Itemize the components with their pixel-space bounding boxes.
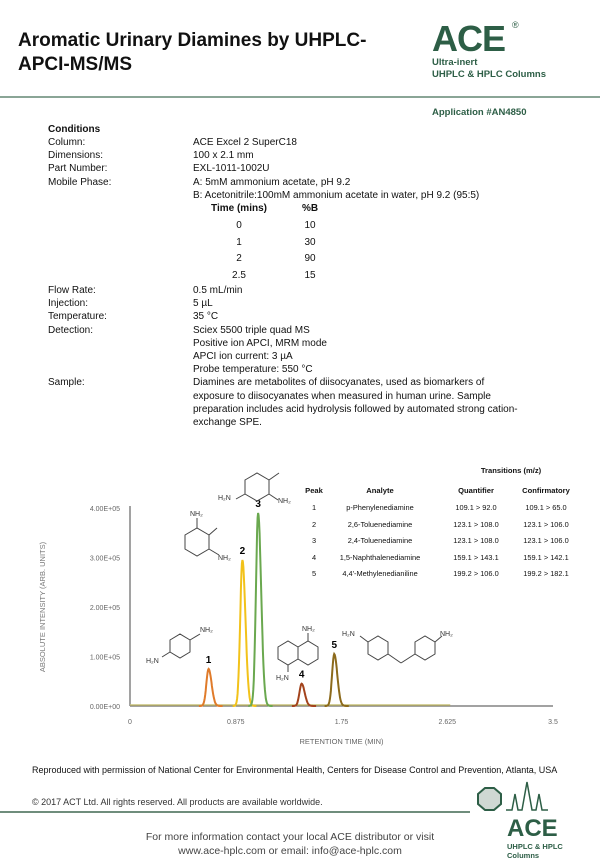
condition-value: ACE Excel 2 SuperC18 [193,137,297,148]
footer-divider [0,811,470,813]
table-cell: 123.1 > 108.0 [453,536,499,546]
condition-value: 100 x 2.1 mm [193,150,254,162]
condition-value: EXL-1011-1002U [193,163,270,175]
gradient-cell: 2.5 [232,269,246,281]
table-cell: 1,5-Naphthalenediamine [339,552,421,562]
x-tick-label: 3.5 [548,719,558,726]
amine-label: NH₂ [440,631,453,638]
condition-value: 35 °C [193,311,219,323]
gradient-cell: 10 [304,220,316,231]
table-header: Analyte [366,486,394,495]
table-cell: 5 [311,569,317,579]
peak-label: 2 [239,545,246,557]
x-tick-label: 0 [128,719,132,726]
y-tick-label: 4.00E+05 [89,506,120,513]
gradient-cell: 30 [304,236,316,248]
table-cell: 159.1 > 143.1 [453,552,499,562]
structure-1-5-naphthalenediamine [278,633,318,672]
table-cell: 2,4-Toluenediamine [347,536,413,546]
table-cell: 1 [311,503,317,512]
column-logo-icon [470,780,550,818]
x-tick-label: 1.75 [334,719,349,726]
amine-label: H₂N [276,675,289,682]
gradient-cell: 2 [236,253,242,264]
amine-label: NH₂ [218,555,231,562]
condition-label: Sample: [48,377,85,389]
condition-value: Sciex 5500 triple quad MS [193,324,310,336]
condition-value: 0.5 mL/min [193,285,243,296]
condition-label: Temperature: [48,311,107,323]
table-cell: 2 [311,519,317,529]
title-line: Aromatic Urinary Diamines by UHPLC- [18,30,367,51]
application-number: Application #AN4850 [432,107,527,118]
amine-label: NH₂ [302,626,315,633]
gradient-cell: 1 [236,236,242,248]
table-cell: 123.1 > 106.0 [523,536,569,546]
copyright-text: © 2017 ACT Ltd. All rights reserved. All products are available worldwide. [32,797,323,807]
condition-label: Injection: [48,298,89,310]
conditions-heading: Conditions [48,124,101,135]
amine-label: H₂N [342,631,355,638]
condition-value: Positive ion APCI, MRM mode [193,337,327,349]
gradient-header: %B [301,203,319,214]
condition-value: APCI ion current: 3 µA [193,351,293,362]
structure-p-phenylenediamine [162,634,200,658]
peak-label: 1 [205,654,212,666]
tagline-2: UHPLC & HPLC Columns [432,69,546,80]
gradient-cell: 90 [304,253,316,264]
gradient-cell: 15 [304,269,316,281]
footer-ace-logo: ACE [507,815,558,842]
condition-value: Probe temperature: 550 °C [193,364,313,376]
tagline-1: UHPLC & HPLC [507,842,563,851]
structure-labels [146,495,453,682]
amine-label: NH₂ [190,511,203,518]
structure-2-4-toluenediamine [236,473,279,501]
registered-mark: ® [512,20,519,30]
credit-text: Reproduced with permission of National Center for Environmental Health, Centers for Disease Control and Prevention, Atlanta, USA [32,765,558,775]
table-cell: p-Phenylenediamine [346,503,414,512]
table-cell: 109.1 > 65.0 [525,503,567,512]
table-cell: 2,6-Toluenediamine [347,519,413,529]
structure-2-6-toluenediamine [185,518,219,556]
y-tick-label: 1.00E+05 [89,654,120,662]
condition-value: preparation includes acid hydrolysis followed by automated strong cation- [193,403,518,415]
peak-5 [325,654,349,706]
y-tick-label: 2.00E+05 [89,605,120,612]
contact-info [100,830,480,858]
table-header: Quantifier [458,486,494,495]
amine-label: NH₂ [200,627,213,634]
peak-1 [199,669,223,706]
condition-value: B: Acetonitrile:100mM ammonium acetate in water, pH 9.2 (95:5) [193,189,480,201]
amine-label: NH₂ [278,498,291,505]
peak-label: 3 [255,498,261,510]
y-axis-label: ABSOLUTE INTENSITY (ARB. UNITS) [38,541,47,673]
title-line: APCI-MS/MS [18,54,132,75]
condition-label: Flow Rate: [48,285,96,296]
table-cell: 4 [311,552,317,562]
table-header: Peak [305,486,323,495]
condition-value: A: 5mM ammonium acetate, pH 9.2 [193,176,351,188]
y-tick-label: 0.00E+00 [89,704,120,711]
x-axis-label: RETENTION TIME (MIN) [299,737,384,746]
transitions-header: Transitions (m/z) [480,466,542,475]
x-tick-label: 2.625 [438,719,457,726]
footer-logo-tagline [507,842,563,860]
table-cell: 199.2 > 106.0 [453,569,499,579]
table-cell: 123.1 > 108.0 [453,519,499,529]
x-tick-label: 0.875 [226,719,245,726]
condition-value: Diamines are metabolites of diisocyanates, used as biomarkers of [193,377,485,389]
ace-logo: ACE [432,18,506,59]
y-tick-label: 3.00E+05 [89,555,120,563]
tagline-2: Columns [507,851,540,860]
table-cell: 199.2 > 182.1 [523,569,569,579]
table-cell: 3 [311,536,317,546]
table-cell: 109.1 > 92.0 [455,503,497,512]
condition-value: 5 µL [193,298,213,310]
condition-value: exposure to diisocyanates when measured in human urine. Sample [193,390,491,402]
amine-label: H₂N [146,658,159,665]
gradient-header: Time (mins) [211,203,267,214]
condition-label: Dimensions: [48,150,104,162]
structure-methylenedianiline [360,636,442,663]
condition-label: Detection: [48,324,94,336]
condition-label: Column: [48,137,86,148]
condition-label: Part Number: [48,163,108,175]
condition-label: Mobile Phase: [48,176,112,188]
contact-link[interactable]: www.ace-hplc.com or email: info@ace-hplc.com [178,845,402,857]
tagline-1: Ultra-inert [432,57,478,68]
contact-line: For more information contact your local ACE distributor or visit [145,831,435,843]
peak-label: 5 [331,640,338,652]
table-header: Confirmatory [522,486,570,495]
peak-3 [248,513,272,706]
gradient-cell: 0 [236,220,242,231]
table-cell: 4,4'-Methylenedianiline [342,569,418,579]
peak-label: 4 [298,669,305,681]
table-cell: 159.1 > 142.1 [523,552,569,562]
table-cell: 123.1 > 106.0 [523,519,569,529]
peak-4 [292,684,316,706]
condition-value: exchange SPE. [193,417,262,428]
amine-label: H₂N [218,495,231,502]
